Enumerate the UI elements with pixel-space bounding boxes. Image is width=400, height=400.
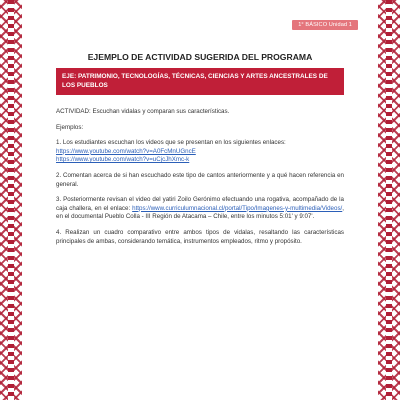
eje-banner: EJE: PATRIMONIO, TECNOLOGÍAS, TÉCNICAS, CIENCIAS Y ARTES ANCESTRALES DE LOS PUEBLOS — [56, 68, 344, 95]
curriculum-link[interactable]: https://www.curriculumnacional.cl/portal/Tipo/Imagenes-y-multimedia/Videos/ — [132, 204, 343, 212]
step-1 — [56, 139, 344, 165]
grade-badge: 1° BÁSICO Unidad 1 — [292, 20, 358, 30]
examples-label: Ejemplos: — [56, 123, 84, 131]
step-2: 2. Comentan acerca de si han escuchado este tipo de cantos anteriormente y a qué hacen referencia en general. — [56, 171, 344, 188]
decorative-border-right — [378, 0, 400, 400]
step-3-text-a: 3. Posteriormente revisan el video del yatiri Zoilo Gerónimo efectuando una rogativa, acompañado de la caja challera, en el enlace: — [56, 196, 344, 212]
video-link-2[interactable]: https://www.youtube.com/watch?v=uCjcJhXmc-k — [56, 156, 190, 164]
activity-content — [56, 108, 344, 253]
video-link-1[interactable]: https://www.youtube.com/watch?v=A0FcMnUGncE — [56, 147, 196, 155]
page-title: EJEMPLO DE ACTIVIDAD SUGERIDA DEL PROGRAMA — [87, 52, 313, 62]
step-4: 4. Realizan un cuadro comparativo entre ambos tipos de vidalas, resaltando las características principales de ambas, considerando temática, instrumentos empleados, ritmo y propósito. — [56, 228, 344, 245]
decorative-border-left — [0, 0, 22, 400]
step-3 — [56, 196, 344, 222]
step-3-text-b: , en el documental Pueblo Colla - III Región de Atacama – Chile, entre los minutos 5:01' y 9:07'. — [56, 204, 344, 221]
step-1-text: 1. Los estudiantes escuchan los videos que se presentan en los siguientes enlaces: — [56, 139, 286, 147]
activity-statement: ACTIVIDAD: Escuchan vidalas y comparan sus características. — [56, 108, 230, 115]
